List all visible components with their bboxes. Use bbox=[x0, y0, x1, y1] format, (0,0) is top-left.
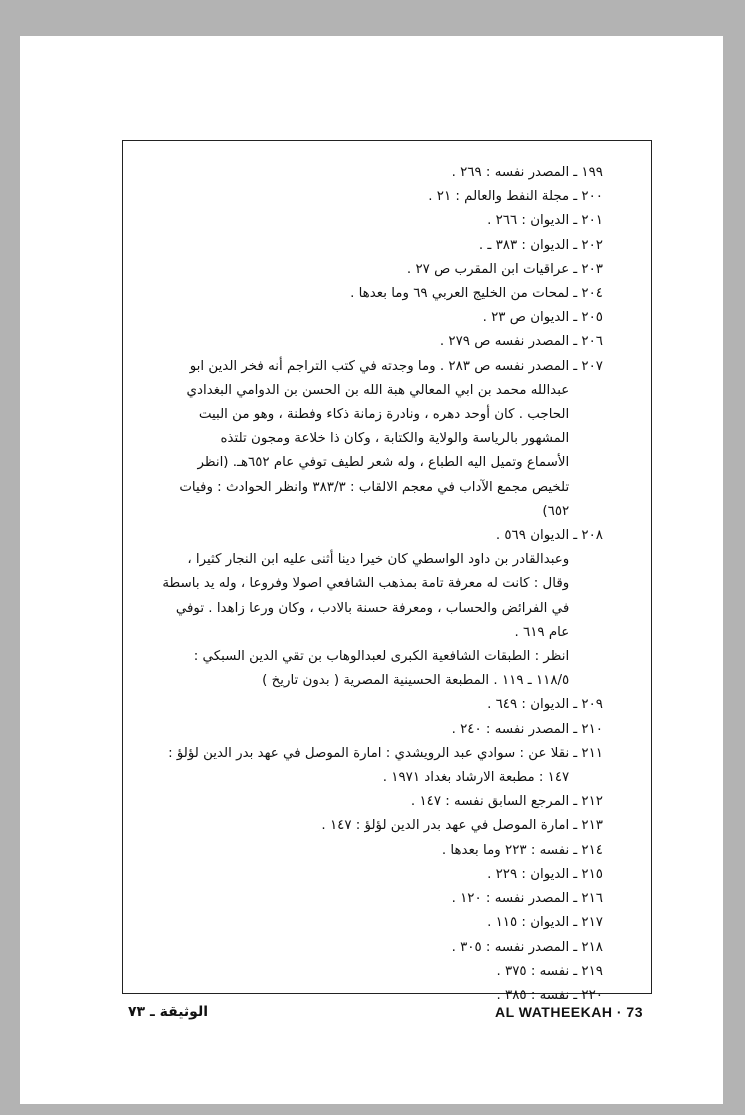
footer-latin-page: AL WATHEEKAH · 73 bbox=[495, 1004, 643, 1020]
endnote-text bbox=[141, 258, 569, 282]
notes-frame bbox=[122, 140, 652, 1003]
endnote bbox=[141, 863, 603, 887]
endnote-number: ٢١٦ ـ bbox=[573, 891, 603, 907]
endnote-text bbox=[141, 839, 569, 863]
endnote-line: المصدر نفسه : ١٢٠ . bbox=[451, 891, 570, 907]
endnote-line: نقلا عن : سوادي عبد الرويشدي : امارة الموصل في عهد بدر الدين لؤلؤ : bbox=[168, 745, 570, 761]
endnote-line: الديوان : ١١٥ . bbox=[487, 915, 570, 931]
endnote-text bbox=[141, 693, 569, 717]
endnote-line: انظر : الطبقات الشافعية الكبرى لعبدالوهاب بن تقي الدين السبكي : bbox=[193, 649, 570, 665]
endnote-line: لمحات من الخليج العربي ٦٩ وما بعدها . bbox=[350, 286, 570, 302]
endnote bbox=[141, 185, 603, 209]
endnote-line: نفسه : ٢٢٣ وما بعدها . bbox=[441, 842, 570, 858]
endnote-number: ٢١٤ ـ bbox=[573, 842, 603, 858]
endnote-line: وقال : كانت له معرفة تامة بمذهب الشافعي اصولا وفروعا ، وله يد باسطة bbox=[162, 576, 570, 592]
endnote-line: ١٤٧ : مطبعة الارشاد بغداد ١٩٧١ . bbox=[382, 770, 570, 786]
endnote-line: عام ٦١٩ . bbox=[514, 624, 570, 640]
endnote-line: عبدالله محمد بن ابي المعالي هبة الله بن الحسن بن الدوامي البغدادي bbox=[186, 382, 570, 398]
endnote bbox=[141, 258, 603, 282]
endnote-text bbox=[141, 936, 569, 960]
endnote-number: ٢٠٠ ـ bbox=[573, 189, 603, 205]
endnote-line: في الفرائض والحساب ، ومعرفة حسنة بالادب ، وكان ورعا زاهدا . توفي bbox=[175, 600, 570, 616]
endnote-number: ٢٠٢ ـ bbox=[573, 237, 603, 253]
page bbox=[20, 36, 723, 1104]
endnote-line: المصدر نفسه ص ٢٨٣ . وما وجدته في كتب التراجم أنه فخر الدين ابو bbox=[189, 358, 570, 374]
endnote-text bbox=[141, 718, 569, 742]
endnote-number: ٢٠٩ ـ bbox=[573, 697, 603, 713]
endnote-line: نفسه : ٣٨٥ . bbox=[496, 987, 570, 1003]
endnote-line: ١١٨/٥ ـ ١١٩ . المطبعة الحسينية المصرية ( بدون تاريخ ) bbox=[262, 673, 570, 689]
endnote-line: الحاجب . كان أوحد دهره ، ونادرة زمانة ذكاء وفطنة ، وهو من البيت bbox=[198, 407, 570, 423]
endnote-number: ٢٠١ ـ bbox=[573, 213, 603, 229]
endnote-line: الديوان : ٢٦٦ . bbox=[487, 213, 570, 229]
endnote-text bbox=[141, 185, 569, 209]
endnote-line: المرجع السابق نفسه : ١٤٧ . bbox=[410, 794, 570, 810]
endnote bbox=[141, 524, 603, 693]
endnote-line: الديوان ص ٢٣ . bbox=[482, 310, 570, 326]
endnote-text bbox=[141, 814, 569, 838]
endnote bbox=[141, 282, 603, 306]
endnote bbox=[141, 161, 603, 185]
endnote-number: ٢١٥ ـ bbox=[573, 866, 603, 882]
endnote-line: المصدر نفسه ص ٢٧٩ . bbox=[439, 334, 570, 350]
endnote-text bbox=[141, 960, 569, 984]
endnote bbox=[141, 330, 603, 354]
endnote bbox=[141, 814, 603, 838]
endnote-number: ٢٠٥ ـ bbox=[573, 310, 603, 326]
endnote-text bbox=[141, 209, 569, 233]
endnote bbox=[141, 839, 603, 863]
endnote-text bbox=[141, 306, 569, 330]
endnote-line: تلخيص مجمع الآداب في معجم الالقاب : ٣٨٣/٣ وانظر الحوادث : وفيات bbox=[179, 479, 570, 495]
endnote-number: ٢٠٨ ـ bbox=[573, 528, 603, 544]
endnote-number: ٢١٧ ـ bbox=[573, 915, 603, 931]
endnote-text bbox=[141, 742, 569, 790]
endnote-text bbox=[141, 234, 569, 258]
endnote-line: نفسه : ٣٧٥ . bbox=[496, 963, 570, 979]
endnote-text bbox=[141, 330, 569, 354]
endnote-text bbox=[141, 911, 569, 935]
endnote bbox=[141, 234, 603, 258]
endnote-number: ٢٠٤ ـ bbox=[573, 286, 603, 302]
footer-arabic-page: الوثيقة ـ ٧٣ bbox=[128, 1004, 208, 1020]
endnote bbox=[141, 209, 603, 233]
endnote-line: المشهور بالرياسة والولاية والكتابة ، وكان ذا خلاعة ومجون تلتذه bbox=[220, 431, 570, 447]
endnote bbox=[141, 887, 603, 911]
endnote-line: عراقيات ابن المقرب ص ٢٧ . bbox=[406, 261, 570, 277]
endnote-line: وعبدالقادر بن داود الواسطي كان خيرا دينا أثنى عليه ابن النجار كثيرا ، bbox=[187, 552, 570, 568]
endnote-number: ٢٠٧ ـ bbox=[573, 358, 603, 374]
endnote-line: ٦٥٢) bbox=[542, 503, 570, 519]
endnote-text bbox=[141, 282, 569, 306]
endnote-text bbox=[141, 863, 569, 887]
endnote-number: ٢٢٠ ـ bbox=[573, 987, 603, 1003]
endnote-number: ١٩٩ ـ bbox=[573, 165, 603, 180]
endnote-number: ٢١٢ ـ bbox=[573, 794, 603, 810]
endnote-number: ٢٠٦ ـ bbox=[573, 334, 603, 350]
endnote-line: الديوان : ٦٤٩ . bbox=[487, 697, 570, 713]
endnote bbox=[141, 936, 603, 960]
endnote-line: امارة الموصل في عهد بدر الدين لؤلؤ : ١٤٧ . bbox=[321, 818, 570, 834]
endnote bbox=[141, 355, 603, 524]
endnote bbox=[141, 911, 603, 935]
endnote-text bbox=[141, 161, 569, 185]
endnotes-list bbox=[141, 161, 603, 1008]
endnote-line: المصدر نفسه : ٢٦٩ . bbox=[451, 165, 570, 180]
endnote-line: الديوان : ٣٨٣ ـ . bbox=[478, 237, 570, 253]
endnote bbox=[141, 718, 603, 742]
endnote-line: الأسماع وتميل اليه الطباع ، وله شعر لطيف توفي عام ٦٥٢هـ. (انظر bbox=[197, 455, 570, 471]
endnote-line: المصدر نفسه : ٢٤٠ . bbox=[451, 721, 570, 737]
endnote-number: ٢٠٣ ـ bbox=[573, 261, 603, 277]
endnote-line: الديوان ٥٦٩ . bbox=[495, 528, 570, 544]
endnote bbox=[141, 742, 603, 790]
endnote-text bbox=[141, 355, 569, 524]
endnote-line: الديوان : ٢٢٩ . bbox=[487, 866, 570, 882]
endnote-text bbox=[141, 887, 569, 911]
endnote-number: ٢١٨ ـ bbox=[573, 939, 603, 955]
endnote-number: ٢١٠ ـ bbox=[573, 721, 603, 737]
endnote-number: ٢١٩ ـ bbox=[573, 963, 603, 979]
endnote-line: المصدر نفسه : ٣٠٥ . bbox=[451, 939, 570, 955]
endnote-text bbox=[141, 524, 569, 693]
endnote bbox=[141, 790, 603, 814]
endnote-number: ٢١٣ ـ bbox=[573, 818, 603, 834]
endnote-line: مجلة النفط والعالم : ٢١ . bbox=[428, 189, 570, 205]
endnote-text bbox=[141, 790, 569, 814]
endnote bbox=[141, 960, 603, 984]
endnote bbox=[141, 306, 603, 330]
endnote-number: ٢١١ ـ bbox=[573, 745, 603, 761]
endnote bbox=[141, 693, 603, 717]
